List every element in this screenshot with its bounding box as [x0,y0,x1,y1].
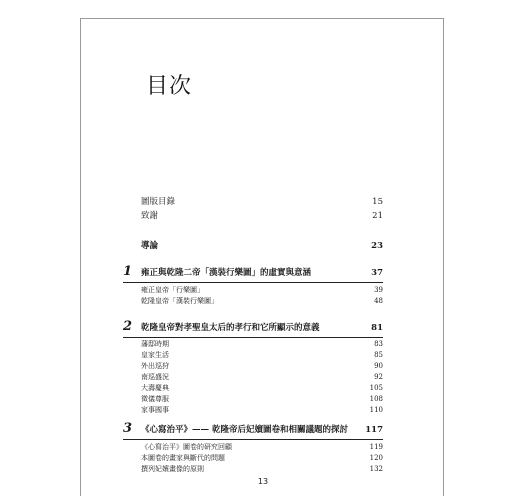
toc-chapter [123,264,383,279]
toc-chapter [123,421,383,436]
toc-entry-page: 21 [372,211,383,221]
section-page: 85 [374,351,383,359]
toc-entry-page: 23 [371,241,383,251]
toc-section [141,394,383,404]
section-label: 大壽慶典 [141,384,169,392]
section-label: 乾隆皇帝「漢裝行樂圖」 [141,297,218,305]
toc-section [141,350,383,360]
section-label: 撰列妃嬪畫像的原則 [141,465,204,473]
section-label: 本圖卷的畫家與斷代的問題 [141,454,225,462]
toc-section [141,464,383,474]
toc-section [141,361,383,371]
toc-section [141,405,383,415]
chapter-page: 81 [371,323,383,333]
toc-section [141,372,383,382]
toc-section [141,383,383,393]
section-label: 南巡盛況 [141,373,169,381]
chapter-number: 1 [123,264,133,279]
toc-section [141,442,383,452]
section-page: 48 [374,297,383,305]
chapter-page: 37 [371,268,383,278]
document-page [80,18,444,496]
chapter-title: 雍正與乾隆二帝「漢裝行樂圖」的虛實與意涵 [141,268,312,278]
toc-chapter [123,319,383,334]
toc-section [141,453,383,463]
section-page: 39 [374,286,383,294]
chapter-number: 3 [123,421,133,436]
chapter-title: 《心寫治平》—— 乾隆帝后妃嬪圖卷和相關議題的探討 [141,425,348,435]
toc-entry [141,195,383,207]
section-label: 《心寫治平》圖卷的研究回顧 [141,443,232,451]
section-page: 90 [374,362,383,370]
section-page: 92 [374,373,383,381]
toc-section [141,285,383,295]
section-label: 雍正皇帝「行樂圖」 [141,286,204,294]
chapter-rule [123,439,383,440]
chapter-page: 117 [365,425,383,435]
section-label: 外出巡狩 [141,362,169,370]
toc-entry-label: 致謝 [141,211,159,221]
toc-entry-label: 圖版目錄 [141,197,176,207]
toc-entry-page: 15 [372,197,383,207]
section-page: 110 [369,406,383,414]
toc-intro [141,239,383,251]
section-label: 皇家生活 [141,351,169,359]
page-title: 目次 [146,74,193,99]
page-number: 13 [257,477,269,486]
toc-section [141,296,383,306]
section-page: 119 [369,443,383,451]
section-page: 83 [374,340,383,348]
section-label: 家事國事 [141,406,169,414]
chapter-number: 2 [123,319,133,334]
toc-entry-label: 導論 [141,241,159,251]
chapter-rule [123,337,383,338]
chapter-title: 乾隆皇帝對孝聖皇太后的孝行和它所顯示的意義 [141,323,320,333]
section-page: 108 [369,395,383,403]
section-page: 105 [369,384,383,392]
section-label: 徵儀尊服 [141,395,169,403]
toc-entry [141,209,383,221]
section-label: 藩邸時期 [141,340,169,348]
section-page: 132 [369,465,383,473]
section-page: 120 [369,454,383,462]
chapter-rule [123,282,383,283]
toc-section [141,339,383,349]
